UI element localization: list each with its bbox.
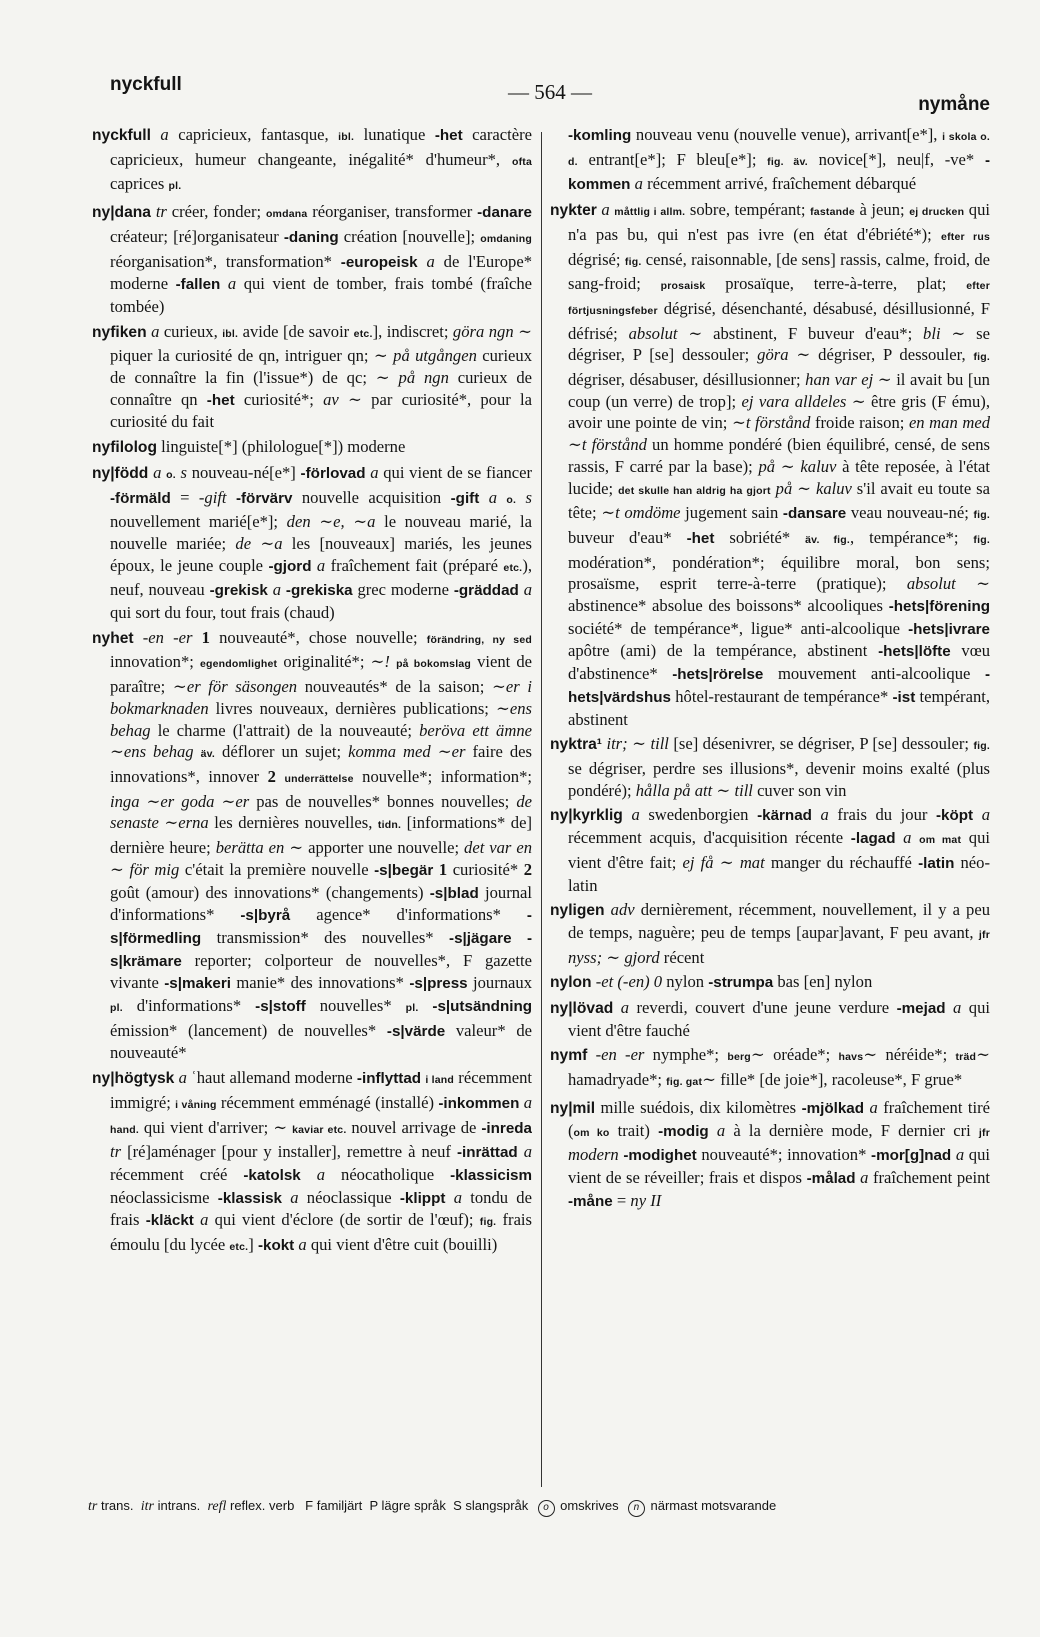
abbr-S: S [453, 1498, 462, 1513]
dictionary-entry: -komling nouveau venu (nouvelle venue), arrivant[e*], i skola o. d. entrant[e*]; F bleu[e*]; fig. äv. novice[*], neu|f, -ve* -kommen a récemment arrivé, fraîchement débarqué [568, 125, 990, 194]
abbr-itr: itr [140, 1499, 154, 1514]
abbr-itr-text: intrans. [157, 1498, 201, 1513]
circle-o-icon: o [538, 1500, 555, 1517]
running-head [110, 74, 990, 114]
abbr-o-text: omskrives [560, 1498, 619, 1513]
dictionary-entry: ny|lövad a reverdi, couvert d'une jeune verdure -mejad a qui vient d'être fauché [550, 998, 990, 1040]
abbr-S-text: slangspråk [465, 1498, 529, 1513]
abbreviation-key [88, 1498, 988, 1522]
guide-word-left: nyckfull [110, 74, 182, 95]
right-column [550, 124, 990, 1484]
dictionary-entry: nyligen adv dernièrement, récemment, nouvellement, il y a peu de temps, naguère; peu de temps [aupar]avant, F peu avant, jfr nyss; ∼ gjord récent [550, 900, 990, 967]
abbr-P-text: lägre språk [381, 1498, 446, 1513]
dictionary-entry: nymf -en -er nymphe*; berg∼ oréade*; havs∼ néréide*; träd∼ hamadryade*; fig. gat∼ fille* [de joie*], racoleuse*, F grue* [550, 1045, 990, 1090]
abbr-F: F [305, 1498, 314, 1513]
circle-n-icon: n [628, 1500, 645, 1517]
dictionary-entry: nyktra¹ itr; ∼ till [se] désenivrer, se dégriser, P [se] dessouler; fig. se dégriser, perdre ses illusions*, devenir moins exalté (plus pondéré); hålla på att ∼ till cuver son vin [550, 734, 990, 800]
abbr-tr-text: trans. [100, 1498, 134, 1513]
dictionary-entry: ny|mil mille suédois, dix kilomètres -mjölkad a fraîchement tiré (om ko trait) -modig a à la dernière mode, F dernier cri jfr modern -modighet nouveauté*; innovation* -mor[g]nad a qui vient de se réveiller; frais et dispos -målad a fraîchement peint -måne = ny II [550, 1097, 990, 1210]
dictionary-entry: nyhet -en -er 1 nouveauté*, chose nouvelle; förändring, ny sed innovation*; egendomlighet originalité*; ∼! på bokomslag vient de paraître; ∼er för säsongen nouveautés* de la saison; ∼er i bokmarknaden livres nouveaux, dernières publications; ∼ens behag le charme (l'attrait) de la nouveauté; beröva ett ämne ∼ens behag äv. déflorer un sujet; komma med ∼er faire des innovations*, innover 2 underrättelse nouvelle*; information*; inga ∼er goda ∼er pas de nouvelles* bonnes nouvelles; de senaste ∼erna les dernières nouvelles, tidn. [informations* de] dernière heure; berätta en ∼ apporter une nouvelle; det var en ∼ för mig c'était la première nouvelle -s|begär 1 curiosité* 2 goût (amour) des innovations* (changements) -s|blad journal d'informations* -s|byrå agence* d'informations* -s|förmedling transmission* des nouvelles* -s|jägare -s|krämare reporter; colporteur de nouvelles*, F gazette vivante -s|makeri manie* des innovations* -s|press journaux pl. d'informations* -s|stoff nouvelles* pl. -s|utsändning émission* (lancement) de nouvelles* -s|värde valeur* de nouveauté* [92, 627, 532, 1063]
dictionary-entry: nyckfull a capricieux, fantasque, ibl. lunatique -het caractère capricieux, humeur changeante, inégalité* d'humeur*, ofta caprices pl. [92, 125, 532, 194]
abbr-tr: tr [88, 1499, 98, 1514]
dictionary-entry: ny|högtysk a ʿhaut allemand moderne -inflyttad i land récemment immigré; i våning récemment emménagé (installé) -inkommen a hand. qui vient d'arriver; ∼ kaviar etc. nouvel arrivage de -inreda tr [ré]aménager [pour y installer], remettre à neuf -inrättad a récemment créé -katolsk a néocatholique -klassicism néoclassicisme -klassisk a néoclassique -klippt a tondu de frais -kläckt a qui vient d'éclore (de sortir de l'œuf); fig. frais émoulu [du lycée etc.] -kokt a qui vient d'être cuit (bouilli) [92, 1068, 532, 1255]
dictionary-entry: nyfiken a curieux, ibl. avide [de savoir etc.], indiscret; göra ngn ∼ piquer la curiosité de qn, intriguer qn; ∼ på utgången curieux de connaître la fin (l'issue*) de qc; ∼ på ngn curieux de connaître qn -het curiosité*; av ∼ par curiosité*, pour la curiosité du fait [92, 321, 532, 432]
column-divider [541, 132, 542, 1487]
dictionary-entry: nykter a måttlig i allm. sobre, tempérant; fastande à jeun; ej drucken qui n'a pas bu, qui n'est pas ivre (en état d'ébriété*); efter rus dégrisé; fig. censé, raisonnable, [de sens] rassis, calme, froid, de sang-froid; prosaisk prosaïque, terre-à-terre, plat; efter förtjusningsfeber dégrisé, désenchanté, désabusé, désillusionné, F défrisé; absolut ∼ abstinent, F buveur d'eau*; bli ∼ se dégriser, P [se] dessouler; göra ∼ dégriser, P dessouler, fig. dégriser, désabuser, désillusionner; han var ej ∼ il avait bu [un coup (un verre) de trop]; ej vara alldeles ∼ être gris (F ému), avoir une pointe de vin; ∼t förstånd froide raison; en man med ∼t förstånd un homme pondéré (bien équilibré, censé, de sens rassis, F carré par la base); på ∼ kaluv à tête reposée, à l'état lucide; det skulle han aldrig ha gjort på ∼ kaluv s'il avait eu toute sa tête; ∼t omdöme jugement sain -dansare veau nouveau-né; fig. buveur d'eau* -het sobriété* äv. fig., tempérance*; fig. modération*, pondération*; équilibre moral, bon sens; prosaïsme, esprit terre-à-terre (pratique); absolut ∼ abstinence* absolue des boissons* alcooliques -hets|förening société* de tempérance*, ligue* anti-alcoolique -hets|ivrare apôtre (ami) de la tempérance, abstinent -hets|löfte vœu d'abstinence* -hets|rörelse mouvement anti-alcoolique -hets|värdshus hôtel-restaurant de tempérance* -ist tempérant, abstinent [550, 200, 990, 729]
abbr-P: P [369, 1498, 378, 1513]
dictionary-entry: nyfilolog linguiste[*] (philologue[*]) moderne [92, 437, 406, 457]
abbr-n-text: närmast motsvarande [650, 1498, 777, 1513]
dictionary-entry: ny|dana tr créer, fonder; omdana réorganiser, transformer -danare créateur; [ré]organisateur -daning création [nouvelle]; omdaning réorganisation*, transformation* -europeisk a de l'Europe* moderne -fallen a qui vient de tomber, frais tombé (fraîche tombée) [92, 202, 532, 316]
left-column [92, 124, 532, 1484]
abbr-refl-text: reflex. verb [230, 1498, 295, 1513]
abbr-F-text: familjärt [316, 1498, 363, 1513]
dictionary-entry: nylon -et (-en) 0 nylon -strumpa bas [en] nylon [550, 972, 873, 992]
dictionary-entry: ny|född a o. s nouveau-né[e*] -förlovad a qui vient de se fiancer -förmäld = -gift -förvärv nouvelle acquisition -gift a o. s nouvellement marié[e*]; den ∼e, ∼a le nouveau marié, la nouvelle mariée; de ∼a les [nouveaux] mariés, les jeunes époux, le jeune couple -gjord a fraîchement fait (préparé etc.), neuf, nouveau -grekisk a -grekiska grec moderne -gräddad a qui sort du four, tout frais (chaud) [92, 462, 532, 623]
dictionary-entry: ny|kyrklig a swedenborgien -kärnad a frais du jour -köpt a récemment acquis, d'acquisition récente -lagad a om mat qui vient d'être fait; ej få ∼ mat manger du réchauffé -latin néo-latin [550, 805, 990, 895]
abbr-refl: refl [207, 1499, 227, 1514]
guide-word-right: nymåne [918, 94, 990, 115]
page-number: — 564 — [508, 80, 592, 104]
